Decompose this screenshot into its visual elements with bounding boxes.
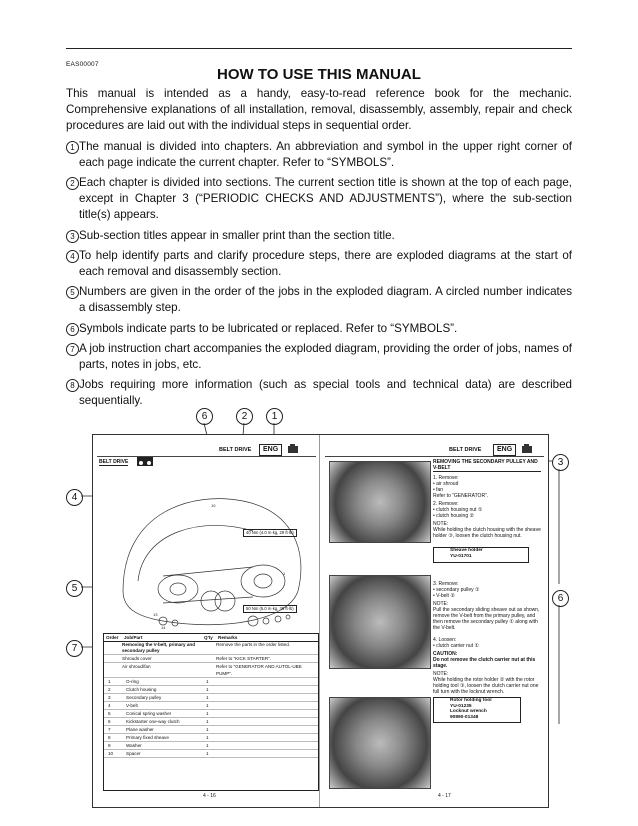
table-cell: 1: [206, 751, 209, 756]
callout-5: 5: [66, 580, 83, 597]
table-cell: Air shroud/fan: [122, 664, 151, 669]
table-cell: 4: [108, 703, 111, 708]
callout-2: 2: [236, 408, 253, 425]
table-cell: 1: [206, 703, 209, 708]
table-cell: 1: [206, 711, 209, 716]
table-cell: V-belt: [126, 703, 138, 708]
callout-6-top: 6: [196, 408, 213, 425]
page-title: HOW TO USE THIS MANUAL: [217, 66, 421, 83]
motorcycle-icon: [137, 457, 153, 466]
list-item-text: Jobs requiring more information (such as special tools and technical data) are described sequentially.: [79, 378, 572, 408]
example-diagram: [66, 404, 572, 814]
list-item-text: Numbers are given in the order of the jobs in the exploded diagram. A circled number indicates a disassembly step.: [79, 285, 572, 315]
right-chapter-badge: ENG: [493, 444, 516, 456]
top-rule: [66, 48, 572, 49]
table-cell: Refer to “GENERATOR AND AUTOL-UBE PUMP”.: [216, 664, 302, 676]
step-1: 1. Remove: • air shroud • fan Refer to “GENERATOR”.: [433, 475, 489, 499]
table-cell: Washer: [126, 743, 142, 748]
tool-1-text: Sheave holder YU-01701: [450, 548, 483, 559]
svg-text:14: 14: [161, 625, 166, 630]
intro-paragraph: This manual is intended as a handy, easy-to-read reference book for the mechanic. Comprehensive explanations of all installation, removal, disassembly, assembly, repair and check procedures are laid out with the individual steps in sequential order.: [66, 87, 572, 133]
callout-3: 3: [552, 454, 569, 471]
photo-clutch-carrier: [329, 697, 431, 789]
table-cell: 1: [206, 687, 209, 692]
note-3: NOTE: While holding the rotor holder ② with the rotor holding tool ③, loosen the clutch carrier nut one full turn with the locknut wrench.: [433, 671, 539, 695]
table-cell: 1: [206, 695, 209, 700]
photo-clutch-housing: [329, 461, 431, 543]
table-cell: 7: [108, 727, 111, 732]
list-item-text: A job instruction chart accompanies the exploded diagram, providing the order of jobs, names of parts, notes in jobs, etc.: [79, 341, 572, 372]
table-cell: 9: [108, 743, 111, 748]
torque-spec-2: 50 Nm (5.0 m·kg, 36 ft·lb): [243, 605, 297, 613]
table-cell: Plane washer: [126, 727, 154, 732]
circled-number: 5: [66, 286, 79, 299]
circled-number: 2: [66, 177, 79, 190]
photo-secondary-pulley: [329, 575, 431, 669]
right-page-number: 4 - 17: [438, 793, 451, 799]
tool-box-2: [433, 697, 521, 723]
table-cell: 10: [108, 751, 114, 756]
note-1: NOTE: While holding the clutch housing with the sheave holder ③, loosen the clutch housing nut.: [433, 521, 541, 539]
col-remarks: Remarks: [218, 635, 238, 640]
caution: CAUTION: Do not remove the clutch carrier nut at this stage.: [433, 651, 536, 669]
table-cell: 1: [206, 743, 209, 748]
circled-number: 4: [66, 250, 79, 263]
list-item: [66, 228, 572, 244]
table-cell: Spacer: [126, 751, 141, 756]
svg-text:13: 13: [153, 612, 158, 617]
list-item-text: Symbols indicate parts to be lubricated or replaced. Refer to “SYMBOLS”.: [79, 321, 458, 335]
table-cell: O-ring: [126, 679, 139, 684]
col-qty: Q'ty: [204, 635, 213, 640]
step-4: 4. Loosen: • clutch carrier nut ①: [433, 637, 479, 649]
circled-number: 3: [66, 230, 79, 243]
list-item: [66, 321, 572, 337]
table-cell: 1: [206, 727, 209, 732]
torque-spec-1: 40 Nm (4.0 m·kg, 29 ft·lb): [243, 529, 297, 537]
col-job-part: Job/Part: [124, 635, 143, 640]
table-cell: Conical spring washer: [126, 711, 172, 716]
table-cell: [104, 663, 122, 677]
list-item-text: To help identify parts and clarify procedure steps, there are exploded diagrams at the start of each removal and disassembly section.: [79, 248, 572, 279]
callout-7: 7: [66, 640, 83, 657]
list-item: [66, 284, 572, 316]
list-item: [66, 341, 572, 373]
table-cell: 3: [108, 695, 111, 700]
callout-6-right: 6: [552, 590, 569, 607]
table-cell: 8: [108, 735, 111, 740]
svg-text:10: 10: [211, 503, 216, 508]
sample-spread: [92, 434, 549, 808]
circled-number: 8: [66, 379, 79, 392]
table-cell: Primary fixed sheave: [126, 735, 169, 740]
left-header: BELT DRIVE: [219, 447, 252, 453]
engine-icon: [287, 443, 301, 455]
table-cell: Kickstarter one-way clutch: [126, 719, 180, 724]
table-cell: 6: [108, 719, 111, 724]
table-cell: [202, 655, 216, 662]
tool-2-text: Rotor holding tool YU-01235 Locknut wrench 90890-01348: [450, 698, 492, 720]
job-instruction-table: [103, 633, 319, 791]
list-item: [66, 248, 572, 280]
list-item-text: Each chapter is divided into sections. The current section title is shown at the top of each page, except in Chapter 3 (“PERIODIC CHECKS AND ADJUSTMENTS”), where the sub-section title(s) appears.: [79, 176, 572, 222]
engine-icon: [521, 443, 535, 455]
table-cell: [202, 663, 216, 677]
table-cell: 1: [206, 719, 209, 724]
callout-4: 4: [66, 489, 83, 506]
left-page-number: 4 - 16: [203, 793, 216, 799]
right-subsection-title: REMOVING THE SECONDARY PULLEY AND V-BELT: [433, 459, 541, 472]
svg-text:1: 1: [283, 571, 286, 576]
table-cell: Shrouds cover: [122, 656, 152, 661]
circled-number: 7: [66, 343, 79, 356]
circled-number: 6: [66, 323, 79, 336]
list-item-text: The manual is divided into chapters. An abbreviation and symbol in the upper right corner of each page indicate the current chapter. Refer to “SYMBOLS”.: [79, 139, 572, 169]
callout-1: 1: [266, 408, 283, 425]
table-cell: 1: [108, 679, 111, 684]
table-note: Remove the parts in the order listed.: [216, 642, 291, 647]
table-cell: 1: [206, 679, 209, 684]
table-cell: 5: [108, 711, 111, 716]
list-item: [66, 175, 572, 224]
note-2: NOTE: Pull the secondary sliding sheave out as shown, remove the V-belt from the primary pulley, and then remove the secondary pulley ① along with the V-belt.: [433, 601, 540, 631]
table-cell: Secondary pulley: [126, 695, 162, 700]
right-header: BELT DRIVE: [449, 447, 482, 453]
table-cell: 2: [108, 687, 111, 692]
table-cell: Clutch housing: [126, 687, 157, 692]
left-chapter-badge: ENG: [259, 444, 282, 456]
step-2: 2. Remove: • clutch housing nut ① • clutch housing ②: [433, 501, 483, 519]
table-title: Removing the V-belt, primary and secondary pulley: [122, 642, 196, 653]
body-text: [66, 86, 572, 410]
table-cell: 1: [206, 735, 209, 740]
table-cell: Refer to “KICK STARTER”.: [216, 656, 271, 661]
circled-number: 1: [66, 141, 79, 154]
list-item: [66, 139, 572, 171]
doc-code: EAS00007: [66, 61, 99, 68]
left-section-title: BELT DRIVE: [99, 459, 129, 465]
tool-box-1: [433, 547, 529, 563]
col-order: Order: [106, 635, 119, 640]
step-3: 3. Remove: • secondary pulley ① • V-belt ②: [433, 581, 480, 599]
list-item-text: Sub-section titles appear in smaller print than the section title.: [79, 228, 395, 242]
table-cell: [104, 655, 122, 662]
